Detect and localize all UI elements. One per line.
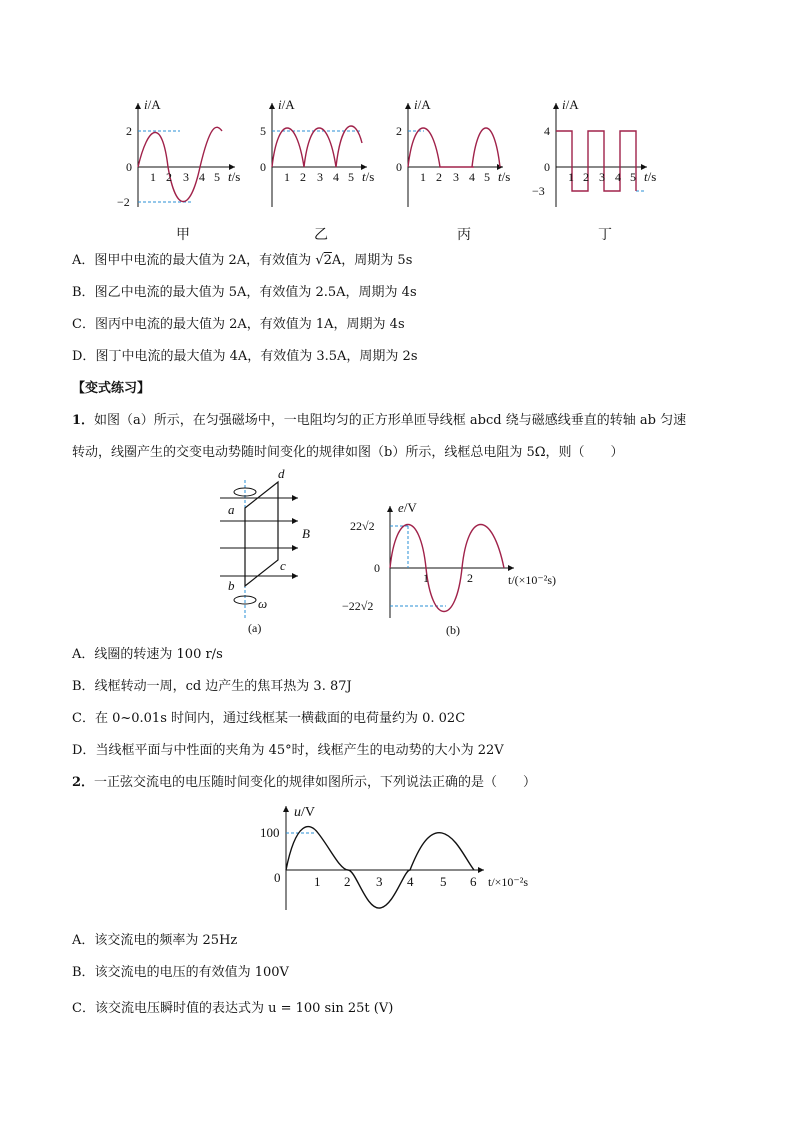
caption-jia: 甲: [176, 227, 190, 243]
svg-text:2: 2: [396, 124, 402, 138]
svg-text:4: 4: [615, 170, 621, 184]
top-graphs-figure: [110, 95, 710, 245]
svg-text:−3: −3: [532, 184, 545, 198]
graph-jia-ytick-zero: 0: [126, 160, 132, 174]
graph-yi: [260, 97, 374, 207]
fig-b-xlabel: t/(×10⁻²s): [508, 573, 557, 587]
svg-text:1: 1: [284, 170, 290, 184]
svg-text:2: 2: [436, 170, 442, 184]
q1-figure-a: [210, 468, 330, 638]
q2-option-c: C．该交流电压瞬时值的表达式为 u = 100 sin 25t (V): [72, 1001, 394, 1016]
q2-figure: [252, 800, 562, 920]
option-b: B．图乙中电流的最大值为 5A，有效值为 2.5A，周期为 4s: [72, 285, 417, 300]
option-c: C．图丙中电流的最大值为 2A，有效值为 1A，周期为 4s: [72, 317, 405, 332]
q2-stem: 2．一正弦交流电的电压随时间变化的规律如图所示，下列说法正确的是（ ）: [72, 775, 537, 790]
graph-jia-ylabel: i/A: [144, 97, 161, 112]
svg-text:2: 2: [344, 874, 351, 889]
svg-text:5: 5: [214, 170, 220, 184]
svg-text:5: 5: [484, 170, 490, 184]
graph-jia: [117, 97, 240, 209]
svg-text:3: 3: [376, 874, 383, 889]
svg-text:4: 4: [199, 170, 205, 184]
svg-text:5: 5: [260, 124, 266, 138]
svg-text:4: 4: [333, 170, 339, 184]
svg-text:2: 2: [583, 170, 589, 184]
svg-text:i/A: i/A: [562, 97, 579, 112]
svg-text:5: 5: [440, 874, 447, 889]
svg-text:t/s: t/s: [362, 169, 375, 184]
svg-text:3: 3: [183, 170, 189, 184]
fig-a-label-c: c: [280, 558, 286, 573]
q1-option-c: C．在 0~0.01s 时间内，通过线框某一横截面的电荷量约为 0. 02C: [72, 711, 466, 726]
fig-a-label-d: d: [278, 468, 285, 481]
svg-text:0: 0: [260, 160, 266, 174]
q1-option-d: D．当线框平面与中性面的夹角为 45°时，线框产生的电动势的大小为 22V: [72, 743, 504, 758]
svg-text:0: 0: [396, 160, 402, 174]
q2-fig-origin: 0: [274, 870, 281, 885]
svg-text:2: 2: [166, 170, 172, 184]
fig-b-caption: (b): [446, 623, 460, 637]
svg-text:3: 3: [599, 170, 605, 184]
svg-text:3: 3: [317, 170, 323, 184]
svg-text:i/A: i/A: [278, 97, 295, 112]
svg-text:1: 1: [423, 571, 429, 585]
svg-text:5: 5: [630, 170, 636, 184]
q1-option-b: B．线框转动一周，cd 边产生的焦耳热为 3. 87J: [72, 679, 352, 694]
svg-text:6: 6: [470, 874, 477, 889]
svg-text:4: 4: [544, 124, 550, 138]
fig-a-label-B: B: [302, 526, 310, 541]
svg-text:2: 2: [467, 571, 473, 585]
q1-stem-line2: 转动，线圈产生的交变电动势随时间变化的规律如图（b）所示，线框总电阻为 5Ω，则（ ）: [72, 445, 624, 460]
svg-text:u/V: u/V: [294, 805, 315, 820]
q2-fig-ytick: 100: [260, 825, 280, 840]
svg-text:3: 3: [453, 170, 459, 184]
q1-figure-b: [336, 500, 586, 640]
fig-a-label-a: a: [228, 502, 235, 517]
svg-text:e/V: e/V: [398, 500, 417, 515]
section-title: 【变式练习】: [72, 381, 151, 396]
fig-a-caption: (a): [248, 621, 262, 635]
graph-jia-ytick-max: 2: [126, 124, 132, 138]
q2-option-a: A．该交流电的频率为 25Hz: [72, 933, 238, 948]
fig-a-label-omega: ω: [258, 596, 268, 611]
top-graphs-svg: [110, 95, 710, 245]
svg-text:1: 1: [568, 170, 574, 184]
graph-jia-xlabel: t/s: [228, 169, 241, 184]
fig-a-label-b: b: [228, 578, 235, 593]
fig-b-ytick-top: 22√2: [350, 519, 375, 533]
svg-text:1: 1: [420, 170, 426, 184]
svg-text:5: 5: [348, 170, 354, 184]
svg-text:0: 0: [544, 160, 550, 174]
svg-text:4: 4: [407, 874, 414, 889]
q2-option-b: B．该交流电的电压的有效值为 100V: [72, 965, 289, 980]
fig-b-ytick-bottom: −22√2: [342, 599, 374, 613]
svg-text:t/s: t/s: [644, 169, 657, 184]
graph-ding: [532, 97, 656, 207]
caption-yi: 乙: [314, 227, 328, 243]
fig-b-ytick-zero: 0: [374, 561, 380, 575]
q1-option-a: A．线圈的转速为 100 r/s: [72, 647, 223, 662]
svg-text:1: 1: [150, 170, 156, 184]
svg-text:1: 1: [314, 874, 321, 889]
svg-text:2: 2: [300, 170, 306, 184]
q2-fig-xlabel: t/×10⁻²s: [488, 875, 529, 889]
option-a: A．图甲中电流的最大值为 2A，有效值为 √2A，周期为 5s: [72, 253, 413, 268]
svg-text:t/s: t/s: [498, 169, 511, 184]
svg-text:i/A: i/A: [414, 97, 431, 112]
graph-jia-ytick-min: −2: [117, 195, 130, 209]
caption-ding: 丁: [598, 227, 612, 243]
svg-text:4: 4: [469, 170, 475, 184]
graph-bing: [396, 97, 510, 207]
option-d: D．图丁中电流的最大值为 4A，有效值为 3.5A，周期为 2s: [72, 349, 418, 364]
caption-bing: 丙: [457, 227, 471, 243]
q1-stem-line1: 1．如图（a）所示，在匀强磁场中，一电阻均匀的正方形单匝导线框 abcd 绕与磁感线垂直的转轴 ab 匀速: [72, 413, 687, 428]
